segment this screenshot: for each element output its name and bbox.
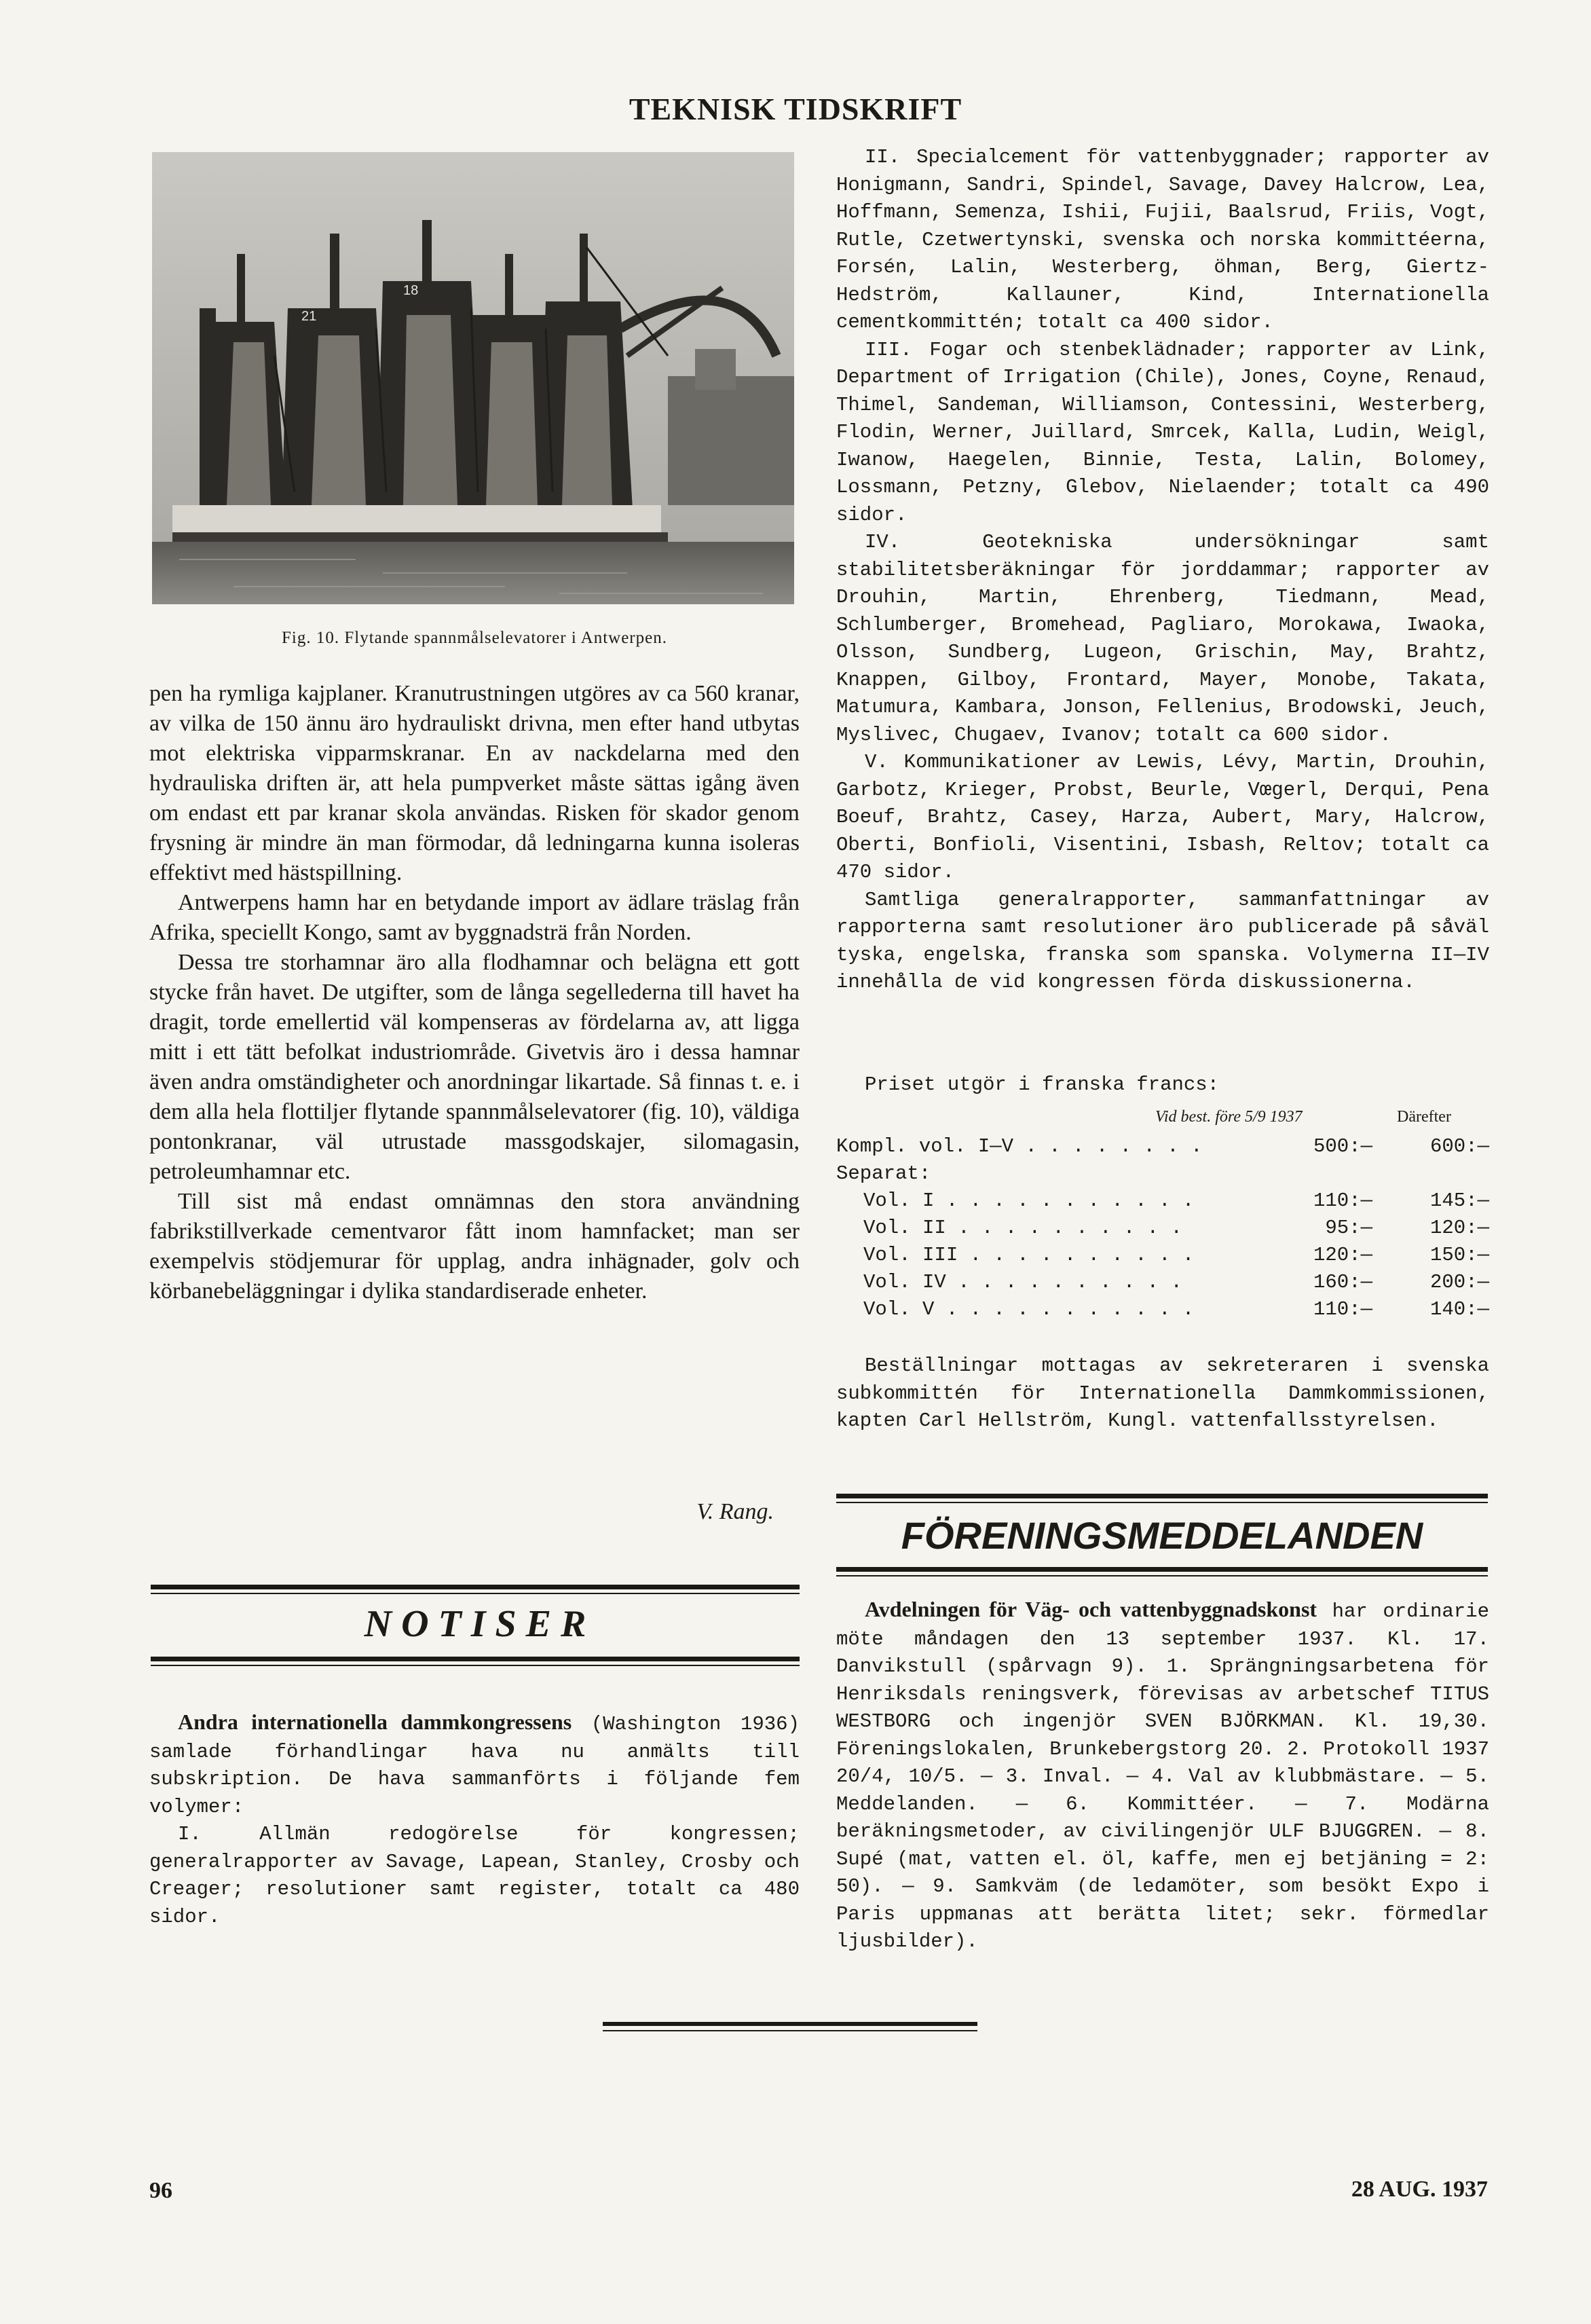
price-label-text: Vol. III	[863, 1243, 958, 1266]
price-label	[836, 1241, 1277, 1268]
price-label-text: Separat:	[836, 1162, 931, 1185]
price-label	[836, 1132, 1277, 1160]
price-before	[1277, 1160, 1372, 1187]
price-before: 500:—	[1313, 1135, 1372, 1158]
svg-text:21: 21	[301, 309, 317, 324]
volume-item-4: IV. Geotekniska undersökningar samt stabilitetsberäkningar för jorddammar; rapporter av Drouhin, Martin, Ehrenberg, Tiedmann, Mead, Schlumberger, Bromehead, Pagliaro, Morokawa, Iwaoka, Olsson, Sundberg, Lugeon, Grischin, May, Brahtz, Knappen, Gilboy, Frontard, Mayer, Monobe, Takata, Matumura, Kambara, Jonson, Fellenius, Brodowski, Jeuch, Myslivec, Chugaev, Ivanov; totalt ca 600 sidor.	[836, 531, 1489, 746]
price-before: 110:—	[1313, 1297, 1372, 1321]
notiser-heading: N O T I S E R	[364, 1603, 586, 1645]
price-row	[836, 1241, 1489, 1268]
header-after: Därefter	[1397, 1108, 1451, 1126]
price-rows	[836, 1132, 1489, 1323]
notiser-rule-bottom	[151, 1657, 800, 1661]
paragraph: Dessa tre storhamnar äro alla flodhamnar och belägna ett gott stycke från havet. De utgifter, som de långa segellederna till havet ha dragit, torde emellertid väl kompenseras av fördelarna av, att ligga mitt i ett tätt befolkat industriområde. Givetvis äro i dessa hamnar även andra omständigheter och anordningar likartade. Så finnas t. e. i dem alla hela flottiljer flytande spannmålselevatorer (fig. 10), väldiga pontonkranar, väl utrustade massgodskajer, silomagasin, petroleumhamnar etc.	[149, 950, 800, 1184]
price-label	[836, 1187, 1277, 1214]
price-label	[836, 1214, 1277, 1241]
notiser-rule-top-thin	[151, 1593, 800, 1594]
volumes-list	[836, 144, 1489, 997]
paragraph: pen ha rymliga kajplaner. Kranutrustningen utgöres av ca 560 kranar, av vilka de 150 ännu äro hydrauliskt drivna, men efter hand utbytas mot elektriska vipparmskranar. En av nackdelarna med den hydrauliska driften är, att hela pumpverket måste sättas igång även om endast ett par kranar skola användas. Risken för skador genom frysning är mindre än man förmodar, då ledningarna kunna isoleras effektivt med hästspillning.	[149, 681, 800, 885]
price-before: 120:—	[1313, 1243, 1372, 1266]
forening-text: Avdelningen för Väg- och vattenbyggnadskonst har ordinarie möte måndagen den 13 september 1937. Kl. 17. Danvikstull (spårvagn 9). 1. Sprängningsarbetena för Henriksdals reningsverk, förevisas av arbetschef TITUS WESTBORG och ingenjör SVEN BJÖRKMAN. Kl. 19,30. Föreningslokalen, Brunkebergstorg 20. 2. Protokoll 1937 20/4, 10/5. — 3. Inval. — 4. Val av klubbmästare. — 5. Meddelanden. — 6. Kommittéer. — 7. Modärna beräkningsmetoder, av civilingenjör ULF BJUGGREN. — 8. Supé (mat, vatten el. öl, kaffe, men ej betjäning = 2: 50). — 9. Samkväm (de ledamöter, som besökt Expo i Paris uppmanas att berätta litet; sekr. förmedlar ljusbilder).	[836, 1597, 1490, 1953]
grain-elevators-illustration	[152, 152, 794, 604]
orders-note	[836, 1352, 1489, 1435]
price-after: 150:—	[1429, 1243, 1489, 1266]
page-number: 96	[149, 2178, 172, 2203]
price-row	[836, 1132, 1489, 1160]
price-before: 110:—	[1313, 1189, 1372, 1212]
volume-item-3: III. Fogar och stenbeklädnader; rapporter av Link, Department of Irrigation (Chile), Jones, Coyne, Renaud, Thimel, Sandeman, Williamson, Contessini, Westerberg, Flodin, Werner, Juillard, Smrcek, Kalla, Ludin, Weigl, Iwanow, Haegelen, Binnie, Testa, Lalin, Bolomey, Lossmann, Petzny, Glebov, Nielaender; totalt ca 490 sidor.	[836, 338, 1489, 526]
price-label-text: Vol. I	[863, 1189, 935, 1212]
volume-item-5: V. Kommunikationer av Lewis, Lévy, Martin, Drouhin, Garbotz, Krieger, Probst, Beurle, Vœgerl, Derqui, Pena Boeuf, Brahtz, Casey, Harza, Aubert, Mary, Halcrow, Oberti, Bonfioli, Visentini, Isbash, Reltov; totalt ca 470 sidor.	[836, 751, 1489, 883]
volume-item-2: II. Specialcement för vattenbyggnader; rapporter av Honigmann, Sandri, Spindel, Savage, Davey Halcrow, Lea, Hoffmann, Semenza, Ishii, Fujii, Baalsrud, Friis, Vogt, Rutle, Czetwertynski, svenska och norska kommittéerna, Forsén, Lalin, Westerberg, öhman, Berg, Giertz-Hedström, Kallauner, Kind, Internationella cementkommittén; totalt ca 400 sidor.	[836, 146, 1489, 333]
price-label	[836, 1295, 1277, 1323]
price-table-header	[836, 1108, 1489, 1132]
footer-rule-thin	[603, 2030, 977, 2031]
figure-caption: Fig. 10. Flytande spannmålselevatorer i Antwerpen.	[282, 629, 667, 647]
leader-dots: . . . . . . . . . . .	[934, 1189, 1195, 1212]
price-row	[836, 1160, 1489, 1187]
forening-rule-bottom-thin	[836, 1575, 1488, 1576]
price-after: 600:—	[1429, 1135, 1489, 1158]
price-label-text: Vol. II	[863, 1216, 946, 1239]
forening-rule-bottom	[836, 1567, 1488, 1572]
price-table	[836, 1108, 1489, 1323]
orders-text: Beställningar mottagas av sekreteraren i svenska subkommittén för Internationella Dammkommissionen, kapten Carl Hellström, Kungl. vattenfallsstyrelsen.	[836, 1354, 1489, 1432]
price-after	[1372, 1160, 1489, 1187]
price-label-text: Vol. V	[863, 1297, 935, 1321]
figure-photo	[152, 152, 794, 604]
leader-dots: . . . . . . . .	[1013, 1135, 1203, 1158]
price-row	[836, 1295, 1489, 1323]
price-before: 160:—	[1313, 1270, 1372, 1293]
notiser-lead: Andra internationella dammkongressens (Washington 1936) samlade förhandlingar hava nu anmälts till subskription. De hava sammanförts i följande fem volymer:	[149, 1710, 800, 1818]
notiser-rule-top	[151, 1585, 800, 1589]
price-after: 200:—	[1429, 1270, 1489, 1293]
paragraph: Antwerpens hamn har en betydande import av ädlare träslag från Afrika, speciellt Kongo, samt av byggnadsträ från Norden.	[149, 890, 800, 945]
paragraph: Till sist må endast omnämnas den stora användning fabrikstillverkade cementvaror fått inom hamnfacket; man ser exempelvis stödjemurar för upplag, andra inhägnader, golv och körbanebeläggningar i dylika standardiserade enheter.	[149, 1189, 800, 1304]
notiser-rule-bottom-thin	[151, 1665, 800, 1666]
svg-text:18: 18	[403, 283, 419, 298]
price-row	[836, 1187, 1489, 1214]
publication-note: Samtliga generalrapporter, sammanfattningar av rapporterna samt resolutioner äro publicerade på såväl tyska, engelska, franska som spanska. Volymerna II—IV innehålla de vid kongressen förda diskussionerna.	[836, 888, 1489, 993]
price-intro: Priset utgör i franska francs:	[865, 1073, 1220, 1096]
article-signature: V. Rang.	[696, 1499, 774, 1524]
price-row	[836, 1268, 1489, 1295]
price-label	[836, 1268, 1277, 1295]
price-row	[836, 1214, 1489, 1241]
footer-rule	[603, 2022, 977, 2026]
price-after: 120:—	[1429, 1216, 1489, 1239]
issue-date: 28 AUG. 1937	[1351, 2177, 1488, 2202]
leader-dots: . . . . . . . . . .	[958, 1243, 1195, 1266]
journal-title: TEKNISK TIDSKRIFT	[629, 92, 962, 126]
leader-dots: . . . . . . . . . .	[946, 1216, 1182, 1239]
forening-rule-top-thin	[836, 1502, 1488, 1503]
header-before-date: Vid best. före 5/9 1937	[1155, 1108, 1303, 1126]
price-label	[836, 1160, 1277, 1187]
article-body-left	[149, 679, 800, 1306]
notiser-item-1: I. Allmän redogörelse för kongressen; generalrapporter av Savage, Lapean, Stanley, Crosby och Creager; resolutioner samt register, totalt ca 480 sidor.	[149, 1823, 800, 1928]
notiser-body	[149, 1708, 800, 1931]
price-label-text: Kompl. vol. I—V	[836, 1135, 1014, 1158]
price-after: 140:—	[1429, 1297, 1489, 1321]
forening-heading: FÖRENINGSMEDDELANDEN	[901, 1514, 1423, 1557]
forening-rule-top	[836, 1494, 1488, 1498]
price-before: 95:—	[1325, 1216, 1372, 1239]
forening-body	[836, 1596, 1489, 1956]
price-label-text: Vol. IV	[863, 1270, 946, 1293]
leader-dots: . . . . . . . . . .	[946, 1270, 1182, 1293]
leader-dots: . . . . . . . . . . .	[934, 1297, 1195, 1321]
price-after: 145:—	[1429, 1189, 1489, 1212]
